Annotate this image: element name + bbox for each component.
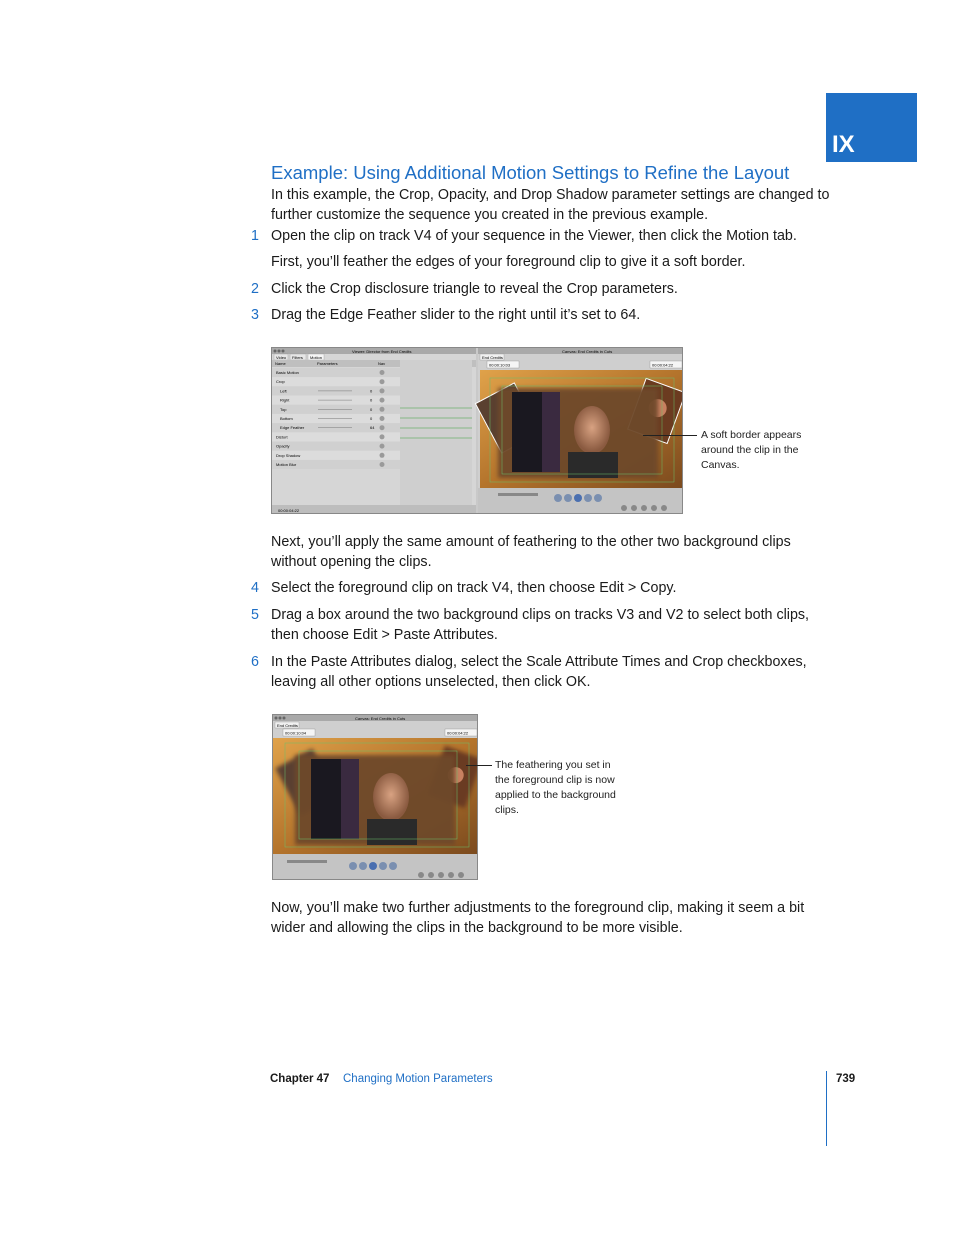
closing-paragraph: Now, you’ll make two further adjustments to the foreground clip, making it seem a bit wider and allowing the clips in the background to be more visible. [271, 900, 805, 936]
viewer-parameter-rows [272, 368, 400, 469]
tab-video-label: Video [276, 355, 287, 360]
parameter-row-label: Crop [276, 379, 285, 385]
parameter-row-label: Distort [276, 434, 288, 440]
parameter-value: 0 [370, 397, 373, 403]
keyframe-button-icon [380, 416, 385, 421]
figure1-illustration [272, 348, 683, 514]
part-tab-label: IX [832, 131, 855, 158]
page-number: 739 [836, 1073, 856, 1085]
keyframe-button-icon [380, 462, 385, 467]
footer-chapter: Chapter 47 [270, 1073, 330, 1085]
canvas-title: Canvas: End Credits in Cuts [562, 349, 613, 354]
figure2-screenshot [272, 714, 478, 880]
tab-filters-label: Filters [292, 355, 303, 360]
figure1-callout: A soft border appears around the clip in the Canvas. [701, 429, 802, 471]
step-number-6: 6 [251, 654, 259, 670]
keyframe-button-icon [380, 444, 385, 449]
step-text-6: In the Paste Attributes dialog, select the Scale Attribute Times and Crop checkboxes, leaving all other options unselected, then click OK. [271, 654, 807, 690]
tab-motion-label: Motion [310, 355, 323, 360]
parameter-row-label: Drop Shadow [276, 452, 301, 458]
keyframe-button-icon [380, 425, 385, 430]
parameter-row-label: Motion Blur [276, 462, 297, 467]
footer-rule [826, 1071, 827, 1146]
column-name: Name [275, 361, 286, 366]
parameter-value: 0 [370, 388, 373, 394]
parameter-row-label: Opacity [276, 443, 290, 449]
footer-chapter-title: Changing Motion Parameters [343, 1073, 493, 1085]
step-number-5: 5 [251, 607, 259, 623]
canvas-tab-label: End Credits [482, 355, 503, 360]
parameter-row-label: Top [280, 406, 287, 412]
step-text-4: Select the foreground clip on track V4, then choose Edit > Copy. [271, 580, 677, 596]
parameter-value: 0 [370, 406, 373, 412]
keyframe-button-icon [380, 379, 385, 384]
keyframe-button-icon [380, 434, 385, 439]
keyframe-button-icon [380, 453, 385, 458]
parameter-row-label: Bottom [280, 416, 293, 421]
parameter-row-label: Edge Feather [280, 425, 305, 431]
canvas2-timecode-left: 00:00:10:04 [285, 730, 307, 736]
figure2-callout: The feathering you set in the foreground clip is now applied to the background clips. [495, 759, 616, 816]
step-text-3: Drag the Edge Feather slider to the right until it’s set to 64. [271, 307, 641, 323]
part-tab [826, 93, 917, 162]
figure1-screenshot [271, 347, 683, 514]
parameter-value: 64 [370, 425, 375, 431]
step-number-4: 4 [251, 580, 259, 596]
figure2-illustration [273, 715, 478, 880]
canvas-timecode-right: 00:00:04:22 [652, 362, 674, 368]
paragraph-after-step1: First, you’ll feather the edges of your foreground clip to give it a soft border. [271, 254, 746, 270]
canvas2-title: Canvas: End Credits in Cuts [355, 716, 406, 721]
parameter-row-label: Left [280, 388, 287, 394]
intro-paragraph: In this example, the Crop, Opacity, and Drop Shadow parameter settings are changed to further customize the sequence you created in the previous example. [271, 187, 830, 223]
viewer-title: Viewer: Director from End Credits [352, 349, 412, 354]
canvas2-timecode-right: 00:00:04:22 [447, 730, 469, 736]
keyframe-button-icon [380, 407, 385, 412]
paragraph-after-figure1: Next, you’ll apply the same amount of feathering to the other two background clips without opening the clips. [271, 534, 791, 570]
step-text-5: Drag a box around the two background clips on tracks V3 and V2 to select both clips, then choose Edit > Paste Attributes. [271, 607, 810, 643]
canvas2-tab-label: End Credits [277, 723, 298, 728]
keyframe-button-icon [380, 388, 385, 393]
step-number-2: 2 [251, 281, 259, 297]
column-parameters: Parameters [317, 361, 338, 366]
parameter-row-label: Right [280, 397, 290, 403]
figure1-callout-line [643, 435, 697, 436]
section-heading: Example: Using Additional Motion Settings to Refine the Layout [271, 162, 790, 183]
keyframe-button-icon [380, 370, 385, 375]
parameter-value: 0 [370, 416, 373, 421]
keyframe-button-icon [380, 398, 385, 403]
column-nav: Nav [378, 361, 386, 366]
step-text-1: Open the clip on track V4 of your sequence in the Viewer, then click the Motion tab. [271, 228, 797, 244]
viewer-timecode: 00:00:04:22 [278, 508, 300, 513]
step-text-2: Click the Crop disclosure triangle to reveal the Crop parameters. [271, 281, 678, 297]
keyframe-area [400, 360, 472, 505]
step-number-3: 3 [251, 307, 259, 323]
canvas-timecode-left: 00:00:10:03 [489, 362, 511, 368]
figure2-callout-line [466, 765, 492, 766]
step-number-1: 1 [251, 228, 259, 244]
parameter-row-label: Basic Motion [276, 370, 299, 375]
